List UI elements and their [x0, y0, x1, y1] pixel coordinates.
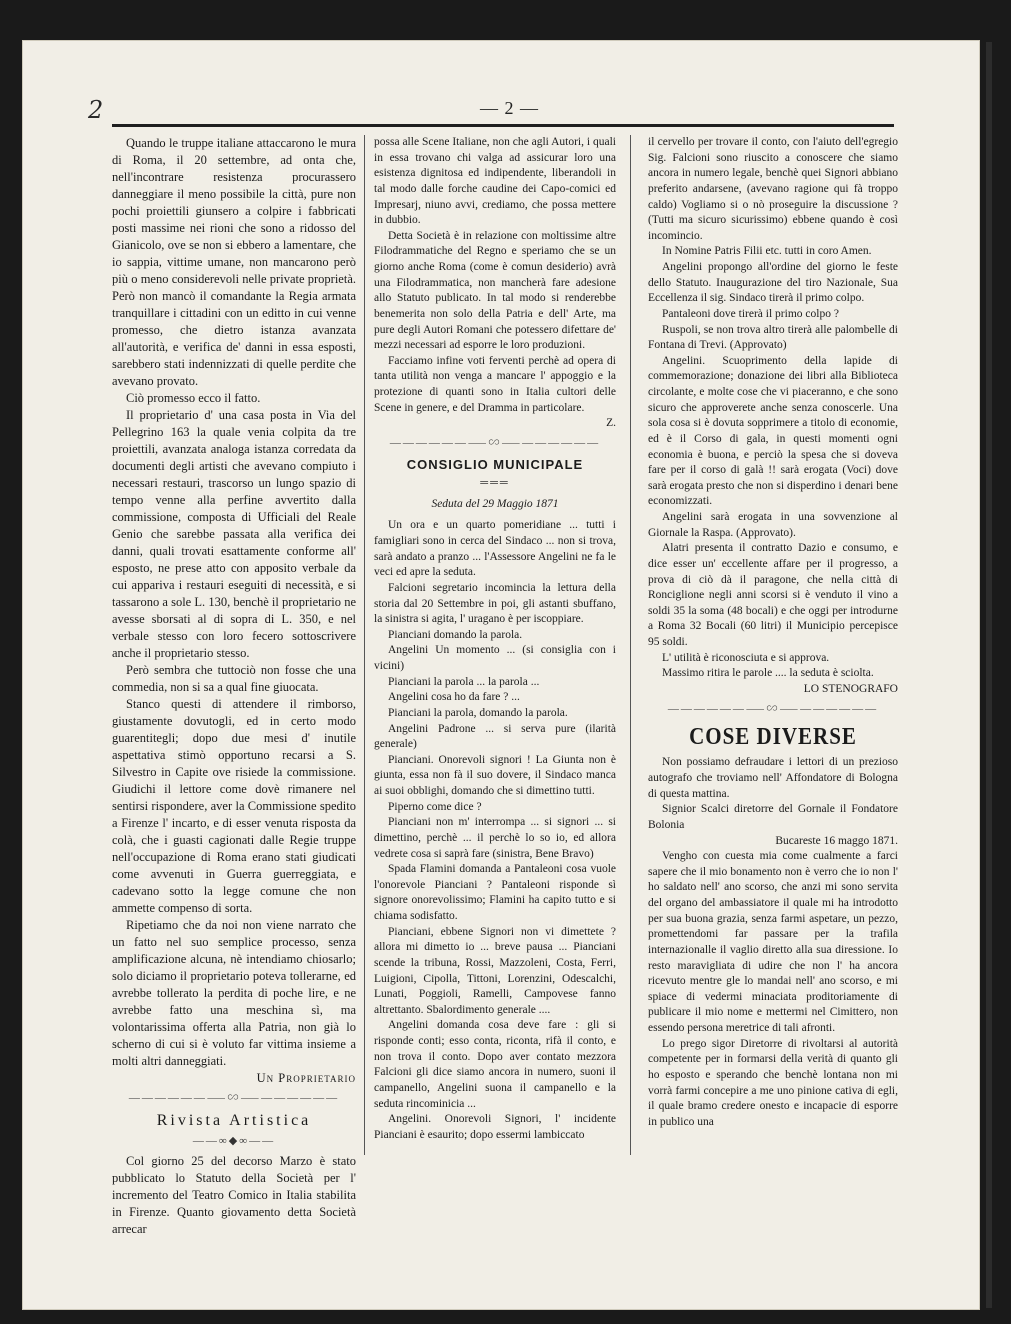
minutes-line: Angelini sarà erogata in una sovvenzione al Giornale la Raspa. (Approvato). [648, 511, 898, 539]
minutes-line: Alatri presenta il contratto Dazio e consumo, e dice esser un' eccellente affare per il progresso, a prova di ciò dà il paragone, che nella città di Ronciglione negli anni scorsi si è venduto il vino a soldi 35 la soma (48 bocali) e che oggi per introdurne a Roma 32 Bocali (60 litri) il Municipio percepisce 95 soldi. [648, 542, 898, 648]
minutes-line: Angelini propongo all'ordine del giorno le feste dello Statuto. Inaugurazione del tiro Nazionale, Sua Eccellenza il sig. Sindaco tirerà il primo colpo. [648, 261, 898, 305]
section-heading: Rivista Artistica [156, 1111, 312, 1129]
column-divider [630, 135, 631, 1155]
article-signature: LO STENOGRAFO [803, 682, 898, 695]
minutes-line: Pianciani la parola, domando la parola. [388, 706, 568, 719]
section-ornament: ——————⸺∽⸺—————— [389, 436, 601, 449]
section-ornament: ——————⸺∽⸺—————— [128, 1092, 340, 1104]
letter-paragraph: Vengho con cuesta mia come cualmente a farci sapere che il mio bonamento non è verro che io non l' ho saldato nell' ano scorso, che anzi mi sono servita del organo del ambassiatore il quale mi ha introdotto per sua buona grazia, senza farmi aspetare, un pezzo, promettendomi far passare per la trafila internazionalle il vaglio diretto alla sua diressione. Io resto maravigliata di udire che non l' ha ancora ricevuto mentre gle lo mandai nell' ano scorso, e mi spiace di vedermi minaciata proditoriamente di publicare il mio nome e mettermi nel Cimittero, non essendo persona meretrice di tali afronti. [648, 850, 898, 1035]
article-paragraph: Detta Società è in relazione con moltissime altre Filodrammatiche del Regno e speriamo che se un giorno anche Roma (come è comun desiderio) avrà una Filodrammatica, non mancherà fare adesione allo Statuto publicato. In tal modo si renderebbe benemerita non solo della Patria e dell' Arte, ma pure degli Autori Romani che potessero difettare de' mezzi necessari ad esporre le loro produzioni. [374, 229, 616, 352]
column-divider [364, 135, 365, 1155]
article-signature: Z. [606, 417, 616, 430]
minutes-line: Falcioni segretario incomincia la lettura della storia dal 20 Settembre in poi, gli astanti sbuffano, la sinistra si agita, l' uragano è per iscoppiare. [374, 581, 616, 626]
article-paragraph: Il proprietario d' una casa posta in Via del Pellegrino 163 la quale venia colpita da tre proiettili, avanzata analoga istanza corredata da documenti degli artisti che avevano compiuto i necessari restauri, trascorso un lungo spazio di tempo venne alla perfine avvertito dalla commissione, composta di Ufficiali del Reale Genio che sarebbe passata alla verifica dei danni, quali trovati esattamente conforme all' esposto, ne prese atto con apposito verbale da cui appariva i restauri eseguiti di necessità, e si tassarono a sole L. 130, benchè il proprietario ne avesse sborsati al di sopra di L. 350, e nel verbale stesso con loro fecero sottoscrivere anche il proprietario stesso. [112, 408, 356, 660]
article-signature: Un Proprietario [256, 1071, 356, 1085]
session-date: Seduta del 29 Maggio 1871 [431, 497, 559, 510]
article-paragraph: Facciamo infine voti ferventi perchè ad opera di tanta utilità non venga a mancare l' appoggio e la protezione di quanti sono in Italia cultori delle Scene in genere, e del Dramma in particolare. [374, 354, 616, 414]
minutes-line: Pianciani, ebbene Signori non vi dimettete ? allora mi dimetto io ... breve pausa ... Pianciani scende la tribuna, Rossi, Mazzoleni, Costa, Ferri, Luigioni, Cipolla, Tittoni, Lorenzini, Odescalchi, Lunati, Poggioli, Ramelli, Campovese fanno altrettanto. Sbalordimento generale .... [374, 925, 616, 1016]
letter-paragraph: Lo prego sigor Diretorre di rivoltarsi al autorità competente per in formarsi della verità di quanto gli ho esposto e sperando che benchè lontana non mi vorrà farmi concepire a me uno pinione cativa di egli, il quale bramo credere onesto e incapacie di esporre in publico una [648, 1037, 898, 1128]
page-edge-shadow [986, 42, 992, 1308]
article-paragraph: Però sembra che tuttociò non fosse che una commedia, non si sa a qual fine giuocata. [112, 663, 356, 694]
heading-ornament: ═══ [480, 476, 510, 489]
article-paragraph: Quando le truppe italiane attaccarono le mura di Roma, il 20 settembre, ad onta che, nell'incontrare resistenza procurassero danneggiare il meno possibile la città, pure non pochi proiettili giunsero a colpire i fabbricati posti massime nei rioni che sono a ridosso del Gianicolo, ove se non si ebbero a lamentare, che io sappia, vittime umane, non mancarono però più o meno considerevoli nelle private proprietà. Però non mancò il comandante la Regia armata tranquillare i cittadini con un editto in cui venne promesso, che dietro istanza avanzata all'autorità, e verifica de' danni in essa esposti, sarebbero stati indennizzati di quelle perdite che avevano provato. [112, 136, 356, 388]
page-number: — 2 — [480, 98, 539, 118]
minutes-line: Pianciani. Onorevoli signori ! La Giunta non è giunta, essa non fà il suo dovere, il Sindaco manca ai suoi obblighi, domando che si dimettino tutti. [374, 753, 616, 798]
minutes-line: Un ora e un quarto pomeridiane ... tutti i famigliari sono in cerca del Sindaco ... non si trova, sarà andato a pranzo ... l'Assessore Angelini ne fa le veci ed apre la seduta. [374, 519, 616, 579]
letter-date: Bucareste 16 maggo 1871. [775, 834, 898, 847]
minutes-line: Angelini Un momento ... (si consiglia con i vicini) [374, 644, 616, 673]
minutes-line: Pianciani domando la parola. [388, 628, 523, 641]
article-paragraph: possa alle Scene Italiane, non che agli Autori, i quali in essa trovano chi valga ad assicurar loro una esistenza dignitosa ed indipendente, liberandoli in tal modo dalle forche caudine dei Capo-comici ed Impresarj, niuno avvi, crediamo, che possa mettere in dubbio. [374, 136, 616, 227]
minutes-line: L' utilità è riconosciuta e si approva. [662, 651, 830, 664]
minutes-line: Spada Flamini domanda a Pantaleoni cosa vuole l'onorevole Pianciani ? Pantaleoni risponde sì signore onorevolissimo; Flamini ha capito tutto e si chiama sodisfatto. [374, 863, 616, 923]
minutes-line: Ruspoli, se non trova altro tirerà alle palombelle di Fontana di Trevi. (Approvato) [648, 323, 898, 352]
minutes-line: Piperno come dice ? [388, 800, 482, 813]
section-ornament: ——————⸺∽⸺—————— [667, 702, 879, 715]
article-paragraph: Col giorno 25 del decorso Marzo è stato pubblicato lo Statuto della Società per l' incremento del Teatro Comico in Italia stabilita in Firenze. Quanto giovamento detta Società arrecar [112, 1153, 356, 1236]
minutes-line: Pantaleoni dove tirerà il primo colpo ? [662, 307, 839, 320]
letter-address: Signior Scalci diretorre del Gornale il Fondatore Bolonia [648, 803, 898, 831]
minutes-line: Massimo ritira le parole .... la seduta è sciolta. [662, 667, 874, 680]
article-paragraph: Stanco questi di attendere il rimborso, giustamente dovutogli, ed in certo modo guarentitegli; dopo due mesi d' inutile aspettativa stimò opportuno recarsi a S. Silvestro in Capite ove risiede la commissione. Giudichi il lettore come dovè rimanere nel sentirsi rispondere, aver la Commissione spedito a Firenze l' incarto, e di esser venuta risposta da colà, che i guasti cagionati dalle Regie truppe nell'occupazione di Roma erano stati giudicati come avvenuti in Guerra guerreggiata, e cadevano sotto la legge comune che non ammette compenso di sorta. [112, 697, 356, 915]
column-1 [112, 135, 356, 1236]
article-paragraph: Non possiamo defraudare i lettori di un prezioso autografo che troviamo nell' Affondatore di Bologna di questa mattina. [648, 756, 898, 800]
minutes-line: Angelini. Scuoprimento della lapide di commemorazione; donazione dei libri alla Biblioteca circolante, e molte cose che vi piaceranno, e che sono sicuro che approverete anche senza conoscerle. Una sola cosa si è dovuta sopprimere a titolo di economie, ed è il Corso di gala, in questi momenti ogni economia è buona, e perciò la spesa che si doveva fare per il corso di galà !! sarà erogata (Voci) dove sarà erogata presto che non si disperdino i denari bene economizzati. [648, 354, 898, 508]
article-paragraph: Ripetiamo che da noi non viene narrato che un fatto nel suo semplice processo, senza amplificazione alcuna, nè intendiamo chiosarlo; solo diciamo il proprietario poteva tollerarne, ed avrebbe tollerato la perdita di poche lire, e ne avrebbe fatto una meschina sì, ma volontarissima offerta alla Patria, non già lo scherno di cui si è voluto far vittima insieme a molti altri danneggiati. [112, 918, 356, 1068]
minutes-line: Pianciani non m' interrompa ... si signori ... si dimettino, perchè ... il perchè lo so io, ed allora vedrete cosa si saprà fare (sinistra, Bene Bravo) [374, 816, 616, 860]
article-paragraph: Ciò promesso ecco il fatto. [126, 391, 261, 405]
minutes-line: In Nomine Patris Filii etc. tutti in coro Amen. [662, 245, 872, 258]
column-3 [648, 135, 898, 1155]
column-2 [374, 135, 616, 1155]
section-heading: CONSIGLIO MUNICIPALE [406, 456, 584, 472]
margin-page-mark: 2 [88, 96, 104, 124]
minutes-line: il cervello per trovare il conto, con l'aiuto dell'egregio Sig. Falcioni sono riuscito a conoscere che siamo ancora in numero legale, benchè quei Signori abbiano preferito andarsene, (avevano ragione qui fà troppo caldo) Vogliamo si o nò proseguire la discussione ? (Tutti ma sicuro sicurissimo) ebbene quando è così incomincio. [648, 136, 898, 242]
minutes-line: Pianciani la parola ... la parola ... [388, 675, 540, 688]
minutes-line: Angelini cosa ho da fare ? ... [388, 691, 520, 704]
minutes-line: Angelini Padrone ... si serva pure (ilarità generale) [374, 722, 616, 751]
header-rule [112, 124, 894, 127]
section-heading: COSE DIVERSE [689, 722, 857, 751]
heading-ornament: ——∞◆∞—— [192, 1134, 276, 1147]
minutes-line: Angelini domanda cosa deve fare : gli si risponde conti; esso conta, riconta, rifà il conto, e non trova il conto. Dopo aver contato mezzora Falcioni gli dice siamo ancora in numero, suoni il campanello, Angelini suona il campanello e la seduta rincominicia ... [374, 1019, 616, 1110]
minutes-line: Angelini. Onorevoli Signori, l' incidente Pianciani è esaurito; dopo essermi lambiccato [374, 1113, 616, 1141]
